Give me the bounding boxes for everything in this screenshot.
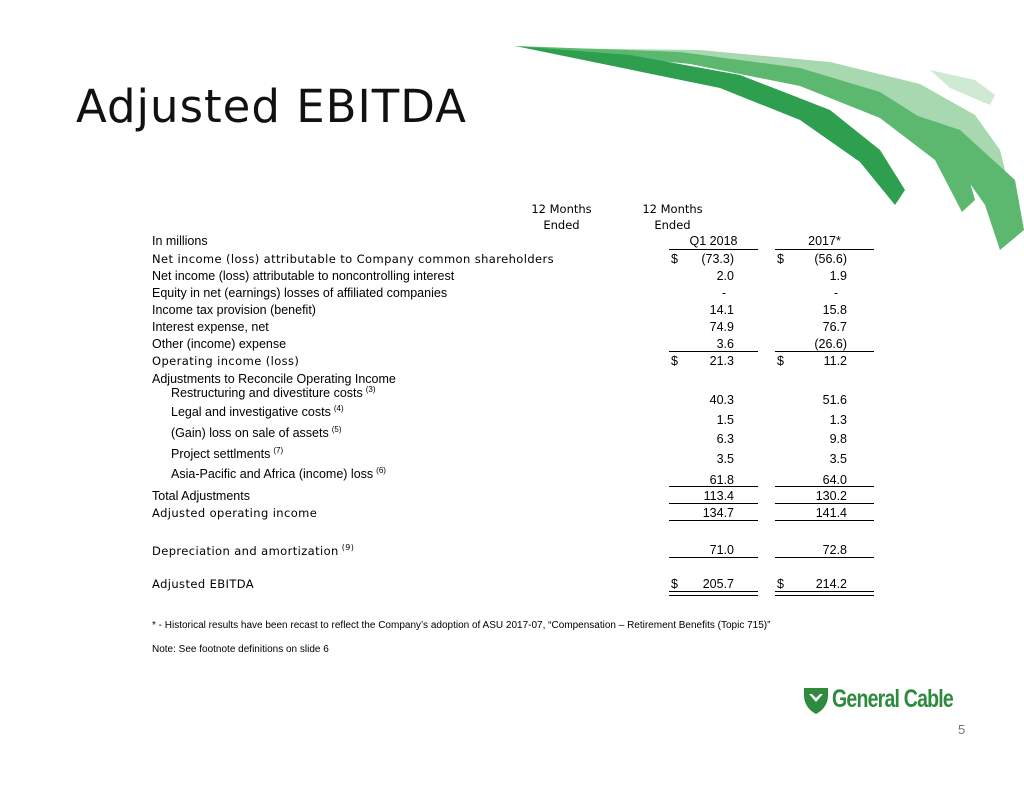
logo-mark-icon	[802, 685, 830, 715]
table-row: Equity in net (earnings) losses of affiliated companies - -	[152, 286, 838, 300]
table-row: Restructuring and divestiture costs $^{(3)}$ 40.3 51.6	[171, 385, 847, 407]
table-row: Interest expense, net 74.9 76.7	[152, 320, 847, 334]
table-header-row	[152, 234, 877, 251]
logo-text: General Cable	[832, 685, 954, 713]
table-row: Depreciation and amortization $^{(9)}$ 71.0 72.8	[152, 543, 847, 558]
table-row: Operating income (loss) $ 21.3 $ 11.2	[152, 354, 847, 368]
table-row: Other (income) expense 3.6 (26.6)	[152, 337, 847, 351]
table-row: Adjustments to Reconcile Operating Income	[152, 372, 396, 386]
general-cable-logo	[802, 685, 954, 715]
table-row: Adjusted EBITDA $ 205.7 $ 214.2	[152, 577, 847, 591]
footnote-reference: Note: See footnote definitions on slide 6	[152, 644, 329, 655]
column-header-2017: 12 Months Ended	[642, 202, 703, 232]
table-row: (Gain) loss on sale of assets $^{(5)}$ 6.3 9.8	[171, 425, 847, 446]
table-row: Total Adjustments 113.4 130.2	[152, 489, 847, 503]
page-number: 5	[958, 722, 966, 737]
table-row: Asia-Pacific and Africa (income) loss $^{(6)}$ 61.8 64.0	[171, 466, 847, 487]
table-row: Legal and investigative costs $^{(4)}$ 1.5 1.3	[171, 404, 847, 427]
table-row: Adjusted operating income 134.7 141.4	[152, 506, 847, 520]
ebitda-table	[152, 0, 877, 600]
table-row: Net income (loss) attributable to noncontrolling interest 2.0 1.9	[152, 269, 847, 283]
period-label-2017: 2017*	[808, 234, 841, 248]
table-row: Income tax provision (benefit) 14.1 15.8	[152, 303, 847, 317]
column-header-q1-2018: 12 Months Ended	[531, 202, 592, 232]
table-row: Project settlments $^{(7)}$ 3.5 3.5	[171, 446, 847, 466]
recast-footnote: * - Historical results have been recast to reflect the Company’s adoption of ASU 2017-07, “Compensation – Retirement Benefits (Topic 715)”	[152, 620, 771, 631]
period-label-q1-2018: Q1 2018	[689, 234, 738, 248]
slide-title: Adjusted EBITDA	[76, 80, 467, 133]
units-label: In millions	[152, 234, 208, 248]
table-row: Net income (loss) attributable to Company common shareholders $ (73.3) $ (56.6)	[152, 252, 847, 266]
